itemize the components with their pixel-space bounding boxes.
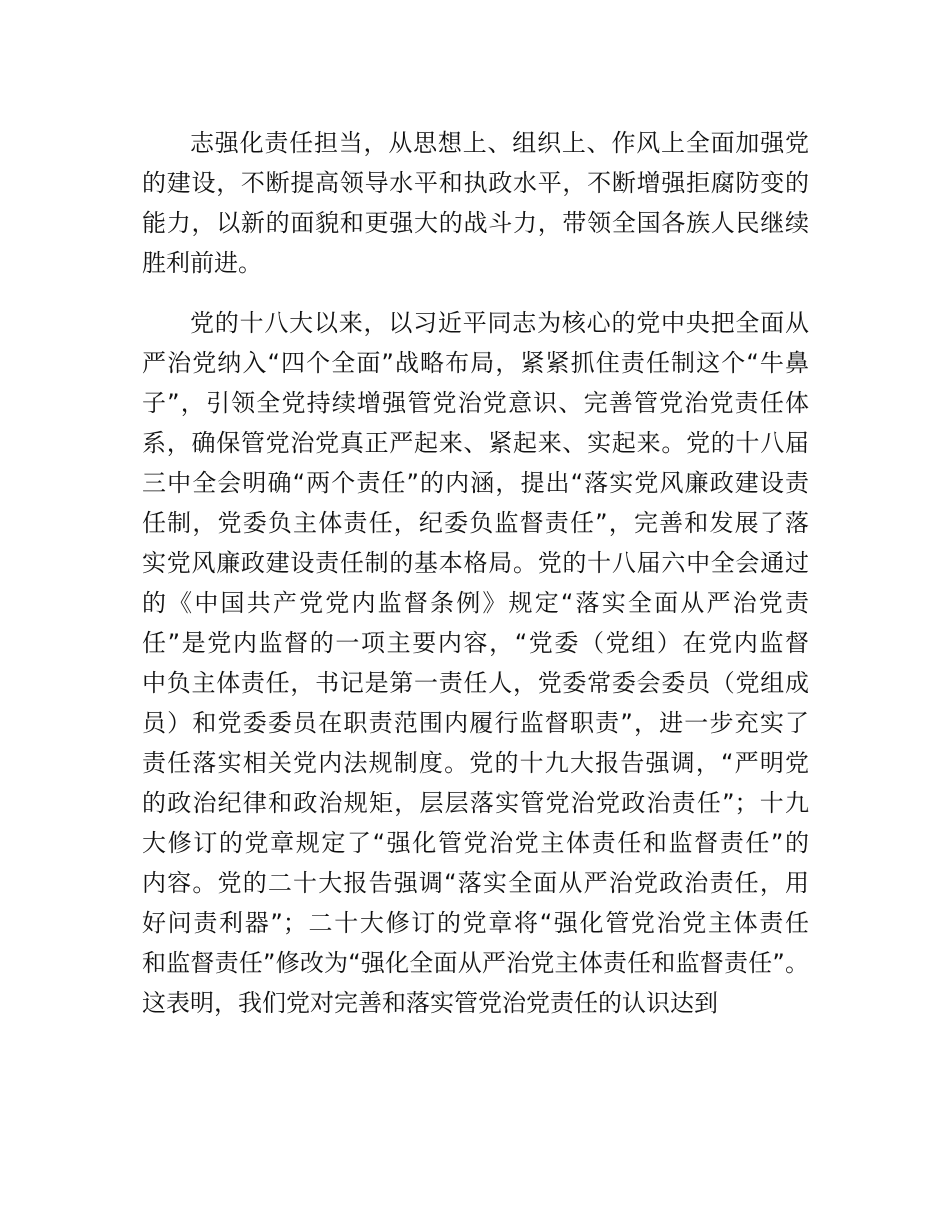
text-line: 党的十八大以来，以习近平同志为核心的党中央把全面从 bbox=[190, 309, 809, 337]
text-line: 和监督责任”修改为“强化全面从严治党主体责任和监督责任”。 bbox=[142, 949, 809, 977]
text-line: 实党风廉政建设责任制的基本格局。党的十八届六中全会通过 bbox=[142, 549, 809, 577]
paragraph bbox=[142, 303, 809, 1023]
text-line: 的《中国共产党党内监督条例》规定“落实全面从严治党责 bbox=[142, 589, 809, 617]
text-line: 大修订的党章规定了“强化管党治党主体责任和监督责任”的 bbox=[142, 829, 809, 857]
text-line: 任制，党委负主体责任，纪委负监督责任”，完善和发展了落 bbox=[142, 509, 809, 537]
text-line: 中负主体责任，书记是第一责任人，党委常委会委员（党组成 bbox=[142, 669, 809, 697]
text-line: 任”是党内监督的一项主要内容，“党委（党组）在党内监督 bbox=[142, 629, 809, 657]
text-line: 三中全会明确“两个责任”的内涵，提出“落实党风廉政建设责 bbox=[142, 469, 809, 497]
text-line: 志强化责任担当，从思想上、组织上、作风上全面加强党 bbox=[190, 129, 809, 157]
text-line: 内容。党的二十大报告强调“落实全面从严治党政治责任，用 bbox=[142, 869, 809, 897]
text-line: 严治党纳入“四个全面”战略布局，紧紧抓住责任制这个“牛鼻 bbox=[142, 349, 809, 377]
text-line: 责任落实相关党内法规制度。党的十九大报告强调，“严明党 bbox=[142, 749, 809, 777]
text-line: 这表明，我们党对完善和落实管党治党责任的认识达到 bbox=[142, 989, 718, 1017]
text-line: 的建设，不断提高领导水平和执政水平，不断增强拒腐防变的 bbox=[142, 169, 809, 197]
text-line: 能力，以新的面貌和更强大的战斗力，带领全国各族人民继续 bbox=[142, 209, 809, 237]
text-line: 员）和党委委员在职责范围内履行监督职责”，进一步充实了 bbox=[142, 709, 809, 737]
text-line: 的政治纪律和政治规矩，层层落实管党治党政治责任”；十九 bbox=[142, 789, 809, 817]
text-line: 子”，引领全党持续增强管党治党意识、完善管党治党责任体 bbox=[142, 389, 809, 417]
text-line: 胜利前进。 bbox=[142, 249, 262, 277]
document-page bbox=[142, 123, 809, 1043]
text-line: 好问责利器”；二十大修订的党章将“强化管党治党主体责任 bbox=[142, 909, 809, 937]
text-line: 系，确保管党治党真正严起来、紧起来、实起来。党的十八届 bbox=[142, 429, 809, 457]
paragraph bbox=[142, 123, 809, 283]
